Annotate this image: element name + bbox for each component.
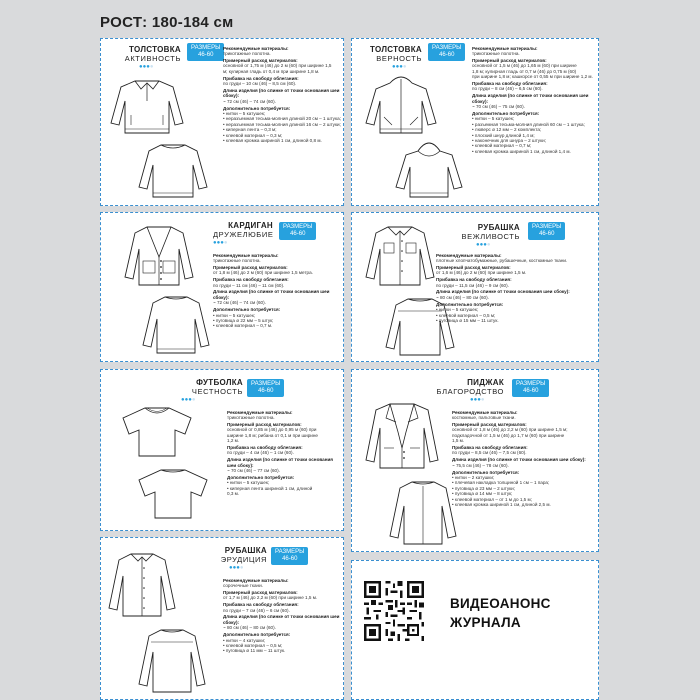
card-jacket-nobility[interactable] [351, 369, 599, 552]
size-badge: РАЗМЕРЫ 46-60 [187, 43, 224, 61]
qr-code-icon[interactable] [364, 581, 424, 641]
garment-sketch-back [386, 478, 460, 548]
garment-sketch-front [107, 75, 187, 137]
card-info: Рекомендуемые материалы: трикотажные полотна. Примерный расход материалов: от 1,8 м (46) до 2 м (60) при ширине 1,5 метра. Прибавка на свободу облегания: по груди – 11 см (46) – 11 см (60). Длина изделия (по спинке от точки основания шеи сбоку): ~ 72 см (46) – 74 см (60). Дополнительно потребуется: • нитки – 5 катушек; • пуговица ø 22 мм – 5 штук; • клеевой материал – 0,7 м. [213, 252, 330, 329]
card-info: Рекомендуемые материалы: трикотажные полотна. Примерный расход материалов: основной от 1,5 м (46) до 1,65 м (60) при ширине 1,8 м; кулирная гладь от 0,7 м (46) до 0,75 м (60) при ширине 1,8 м; кашкорсе от 0,55 м при ширине 1,2 м. Прибавка на свободу облегания: по груди – 8 см (46) – 6,5 см (60). Длина изделия (по спинке от точки основания шеи сбоку): ~ 70 см (46) – 75 см (60). Дополнительно потребуется: • нитки – 5 катушек; • разъемная тесьма-молния длиной 60 см – 1 штука; • люверс ø 12 мм – 2 комплекта; • плоский шнур длиной 1,4 м; • наконечник для шнура – 2 штуки; • клеевой материал – 0,7 м; • клеевая кромка шириной 1 см, длиной 1,4 м. [472, 45, 593, 154]
size-badge: РАЗМЕРЫ 46-60 [279, 222, 316, 240]
card-info: Рекомендуемые материалы: сорочечные ткани. Примерный расход материалов: от 1,7 м (46) до 2,2 м (60) при ширине 1,5 м. Прибавка на свободу облегания: по груди – 7 см (46) – 6 см (60). Длина изделия (по спинке от точки основания шеи сбоку): ~ 80 см (46) – 80 см (60). Дополнительно потребуется: • нитки – 4 катушки; • клеевой материал – 0,5 м; • пуговица ø 11 мм – 11 штук. [223, 577, 340, 654]
card-info: Рекомендуемые материалы: трикотажные полотна. Примерный расход материалов: основной от 1,75 м (46) до 2 м (60) при ширине 1,5 м; кулирная гладь от 0,4 м при ширине 1,8 м. Прибавка на свободу облегания: по груди – 10 см (46) – 8,5 см (60). Длина изделия (по спинке от точки основания шеи сбоку): ~ 72 см (46) – 74 см (60). Дополнительно потребуется: • нитки – 5 катушек; • неразъемная тесьма-молния длиной 20 см – 1 штука; • неразъемная тесьма-молния длиной 16 см – 2 штуки; • киперная лента – 0,3 м; • клеевой материал – 0,3 м; • клеевая кромка шириной 1 см, длиной 0,8 м. [223, 45, 341, 143]
difficulty-dots: ●●●● [476, 242, 491, 248]
garment-sketch-back [392, 139, 466, 201]
size-badge: РАЗМЕРЫ 46-60 [428, 43, 465, 61]
video-announcement-label: ВИДЕОАНОНС ЖУРНАЛА [450, 596, 551, 630]
card-shirt-politeness[interactable] [351, 212, 599, 362]
card-title: ФУТБОЛКА ЧЕСТНОСТЬ [191, 378, 243, 396]
card-tshirt-honesty[interactable] [100, 369, 344, 531]
card-hoodie-loyalty[interactable] [351, 38, 599, 206]
garment-sketch-front [107, 548, 177, 620]
size-badge: РАЗМЕРЫ 46-60 [528, 222, 565, 240]
card-cardigan-friendliness[interactable] [100, 212, 344, 362]
card-shirt-erudition[interactable] [100, 537, 344, 700]
card-title: ПИДЖАК БЛАГОРОДСТВО [436, 378, 504, 396]
garment-sketch-back [141, 293, 211, 357]
card-title: ТОЛСТОВКА АКТИВНОСТЬ [124, 45, 181, 63]
garment-sketch-back [135, 624, 209, 696]
page-title: РОСТ: 180-184 см [100, 14, 234, 31]
card-info: Рекомендуемые материалы: костюмные, пальтовые ткани. Примерный расход материалов: основной от 1,8 м (46) до 2,2 м (60) при ширине 1,5 м; подкладочной от 1,5 м (46) до 1,7 м (60) при ширине 1,5 м. Прибавка на свободу облегания: по груди – 8,5 см (46) – 7,5 см (60). Длина изделия (по спинке от точки основания шеи сбоку): ~ 75,5 см (46) – 78 см (60). Дополнительно потребуется: • нитки – 2 катушки; • плечевая накладка толщиной 1 см – 1 пара; • пуговица ø 23 мм – 2 штуки; • пуговица ø 14 мм – 8 штук; • клеевой материал – от 1 м до 1,5 м; • клеевая кромка шириной 1 см, длиной 2,5 м. [452, 409, 586, 507]
card-title: ТОЛСТОВКА ВЕРНОСТЬ [370, 45, 422, 63]
difficulty-dots: ●●●● [470, 397, 485, 403]
garment-sketch-front [123, 223, 195, 289]
difficulty-dots: ●●●● [139, 64, 154, 70]
garment-sketch-back [137, 139, 209, 201]
card-hoodie-activity[interactable] [100, 38, 344, 206]
garment-sketch-front [362, 400, 442, 472]
garment-sketch-back [135, 466, 211, 522]
difficulty-dots: ●●●● [392, 64, 407, 70]
garment-sketch-front [364, 221, 436, 289]
size-badge: РАЗМЕРЫ 46-60 [271, 547, 308, 565]
garment-sketch-front [119, 404, 195, 460]
card-info: Рекомендуемые материалы: плотные хлопчатобумажные, рубашечные, костюмные ткани. Примерный расход материалов: от 1,6 м (46) до 2 м (60) при ширине 1,5 м. Прибавка на свободу облегания: по груди – 11,5 см (46) – 9 см (60). Длина изделия (по спинке от точки основания шеи сбоку): ~ 80 см (46) – 80 см (60). Дополнительно потребуется: • нитки – 5 катушек; • клеевой материал – 0,5 м; • пуговица ø 15 мм – 11 штук. [436, 252, 570, 323]
difficulty-dots: ●●●● [181, 397, 196, 403]
size-badge: РАЗМЕРЫ 46-60 [512, 379, 549, 397]
difficulty-dots: ●●●● [229, 565, 244, 571]
card-title: РУБАШКА ВЕЖЛИВОСТЬ [461, 223, 520, 241]
card-title: КАРДИГАН ДРУЖЕЛЮБИЕ [213, 221, 274, 239]
card-info: Рекомендуемые материалы: трикотажные полотна. Примерный расход материалов: основной от 0,85 м (46) до 0,95 м (60) при ширине 1,8 м; рибана от 0,1 м при ширине 1,2 м. Прибавка на свободу облегания: по груди – 4 см (46) – 1 см (60). Длина изделия (по спинке от точки основания шеи сбоку): ~ 70 см (46) – 77 см (60). Дополнительно потребуется: • нитки – 5 катушек; • киперная лента шириной 1 см, длиной 0,3 м. [227, 409, 333, 497]
size-badge: РАЗМЕРЫ 46-60 [247, 379, 284, 397]
card-title: РУБАШКА ЭРУДИЦИЯ [220, 546, 267, 564]
garment-sketch-front [362, 73, 440, 137]
difficulty-dots: ●●●● [213, 240, 228, 246]
